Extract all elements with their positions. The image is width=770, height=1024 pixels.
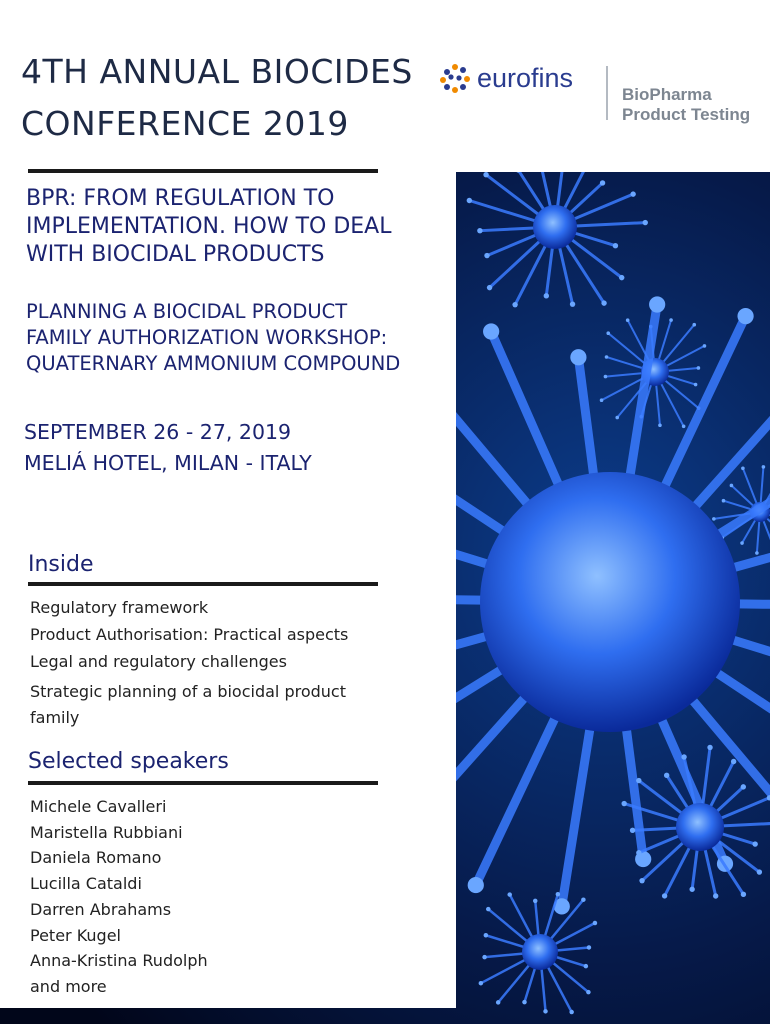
inside-item: Product Authorisation: Practical aspects [30, 625, 349, 644]
conference-subtitle [26, 185, 436, 269]
division-line-1: BioPharma [622, 85, 712, 104]
speaker-name: Peter Kugel [30, 925, 121, 945]
inside-item: Strategic planning of a biocidal product family [30, 682, 346, 727]
workshop-title [26, 299, 451, 377]
header [0, 0, 770, 172]
brand-name: eurofins [477, 63, 574, 93]
speakers-divider [28, 781, 378, 785]
speakers-list [30, 794, 410, 1000]
eurofins-dots-icon [440, 64, 470, 93]
subtitle-line: IMPLEMENTATION. HOW TO DEAL [26, 214, 392, 239]
inside-list [30, 598, 405, 738]
event-dates: SEPTEMBER 26 - 27, 2019 [24, 420, 292, 444]
division-line-2: Product Testing [622, 105, 751, 124]
eurofins-logo [437, 60, 767, 130]
speaker-name: Michele Cavalleri [30, 797, 167, 816]
inside-heading: Inside [28, 552, 94, 577]
speakers-heading: Selected speakers [28, 749, 229, 774]
title-line-1: 4TH ANNUAL BIOCIDES [21, 52, 413, 91]
speaker-name: Darren Abrahams [30, 899, 172, 919]
workshop-line: FAMILY AUTHORIZATION WORKSHOP: [26, 326, 388, 349]
speaker-name: Daniela Romano [30, 848, 162, 868]
conference-title [21, 46, 441, 150]
workshop-line: PLANNING A BIOCIDAL PRODUCT [26, 300, 348, 323]
speaker-name: and more [30, 976, 107, 996]
top-divider [28, 169, 378, 173]
speaker-name: Maristella Rubbiani [30, 822, 183, 842]
event-venue: MELIÁ HOTEL, MILAN - ITALY [24, 451, 312, 475]
subtitle-line: WITH BIOCIDAL PRODUCTS [26, 242, 325, 267]
speaker-name: Lucilla Cataldi [30, 874, 142, 894]
inside-item: Legal and regulatory challenges [30, 652, 287, 671]
inside-divider [28, 582, 378, 586]
title-line-2: CONFERENCE 2019 [21, 104, 349, 143]
workshop-line: QUATERNARY AMMONIUM COMPOUND [26, 352, 401, 375]
event-details [24, 417, 444, 479]
speaker-name: Anna-Kristina Rudolph [30, 951, 208, 971]
inside-item: Regulatory framework [30, 598, 209, 617]
subtitle-line: BPR: FROM REGULATION TO [26, 186, 335, 211]
